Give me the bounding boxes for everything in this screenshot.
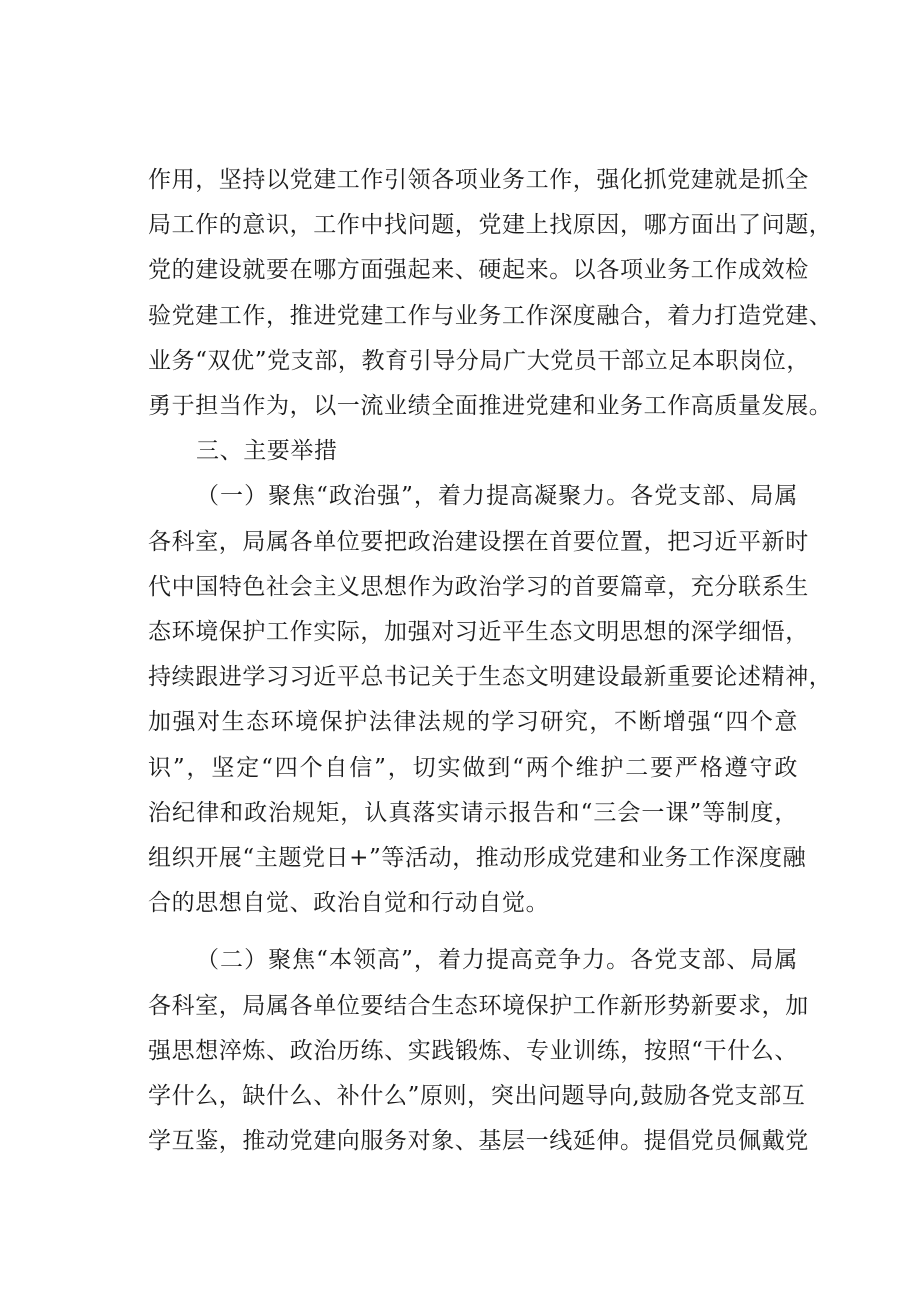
- text-line: 学什么，缺什么、补什么”原则，突出问题导向,鼓励各党支部互: [148, 1083, 806, 1110]
- text-line: 各科室，局属各单位要把政治建设摆在首要位置，把习近平新时: [148, 528, 809, 555]
- text-line: （二）聚焦“本领高”，着力提高竞争力。各党支部、局属: [196, 947, 798, 974]
- text-line: 党的建设就要在哪方面强起来、硬起来。以各项业务工作成效检: [148, 257, 809, 284]
- text-line: 学互鉴，推动党建向服务对象、基层一线延伸。提倡党员佩戴党: [148, 1128, 809, 1155]
- document-body: [148, 158, 833, 1164]
- text-line: 强思想淬炼、政治历练、实践锻炼、专业训练，按照“干什么、: [148, 1037, 798, 1064]
- text-line: 验党建工作，推进党建工作与业务工作深度融合，着力打造党建、: [148, 302, 833, 329]
- text-line: 各科室，局属各单位要结合生态环境保护工作新形势新要求，加: [148, 992, 809, 1019]
- text-line: 加强对生态环境保护法律法规的学习研究，不断增强“四个意: [148, 709, 798, 736]
- text-line: 业务“双优”党支部，教育引导分局广大党员干部立足本职岗位，: [148, 347, 810, 374]
- text-line: 局工作的意识，工作中找问题，党建上找原因，哪方面出了问题，: [148, 212, 833, 239]
- text-line: 代中国特色社会主义思想作为政治学习的首要篇章，充分联系生: [148, 573, 809, 600]
- intro-paragraph: [148, 158, 833, 429]
- paragraph-politics: [148, 474, 833, 926]
- section-heading: 三、主要举措: [196, 438, 338, 465]
- paragraph-gap: [148, 926, 798, 938]
- text-line: 持续跟进学习习近平总书记关于生态文明建设最新重要论述精神，: [148, 664, 833, 691]
- text-line: 勇于担当作为，以一流业绩全面推进党建和业务工作高质量发展。: [148, 393, 833, 420]
- text-line: 识”，坚定“四个自信”，切实做到“两个维护二要严格遵守政: [148, 754, 798, 781]
- text-line: 作用，坚持以党建工作引领各项业务工作，强化抓党建就是抓全: [148, 167, 809, 193]
- paragraph-capability: [148, 938, 809, 1164]
- text-line: 组织开展“主题党日+”等活动，推动形成党建和业务工作深度融: [148, 845, 807, 872]
- text-line: 合的思想自觉、政治自觉和行动自觉。: [148, 890, 550, 917]
- text-line: 态环境保护工作实际，加强对习近平生态文明思想的深学细悟，: [148, 619, 809, 646]
- text-line: （一）聚焦“政治强”，着力提高凝聚力。各党支部、局属: [196, 483, 798, 510]
- text-line: 治纪律和政治规矩，认真落实请示报告和“三会一课”等制度，: [148, 799, 798, 826]
